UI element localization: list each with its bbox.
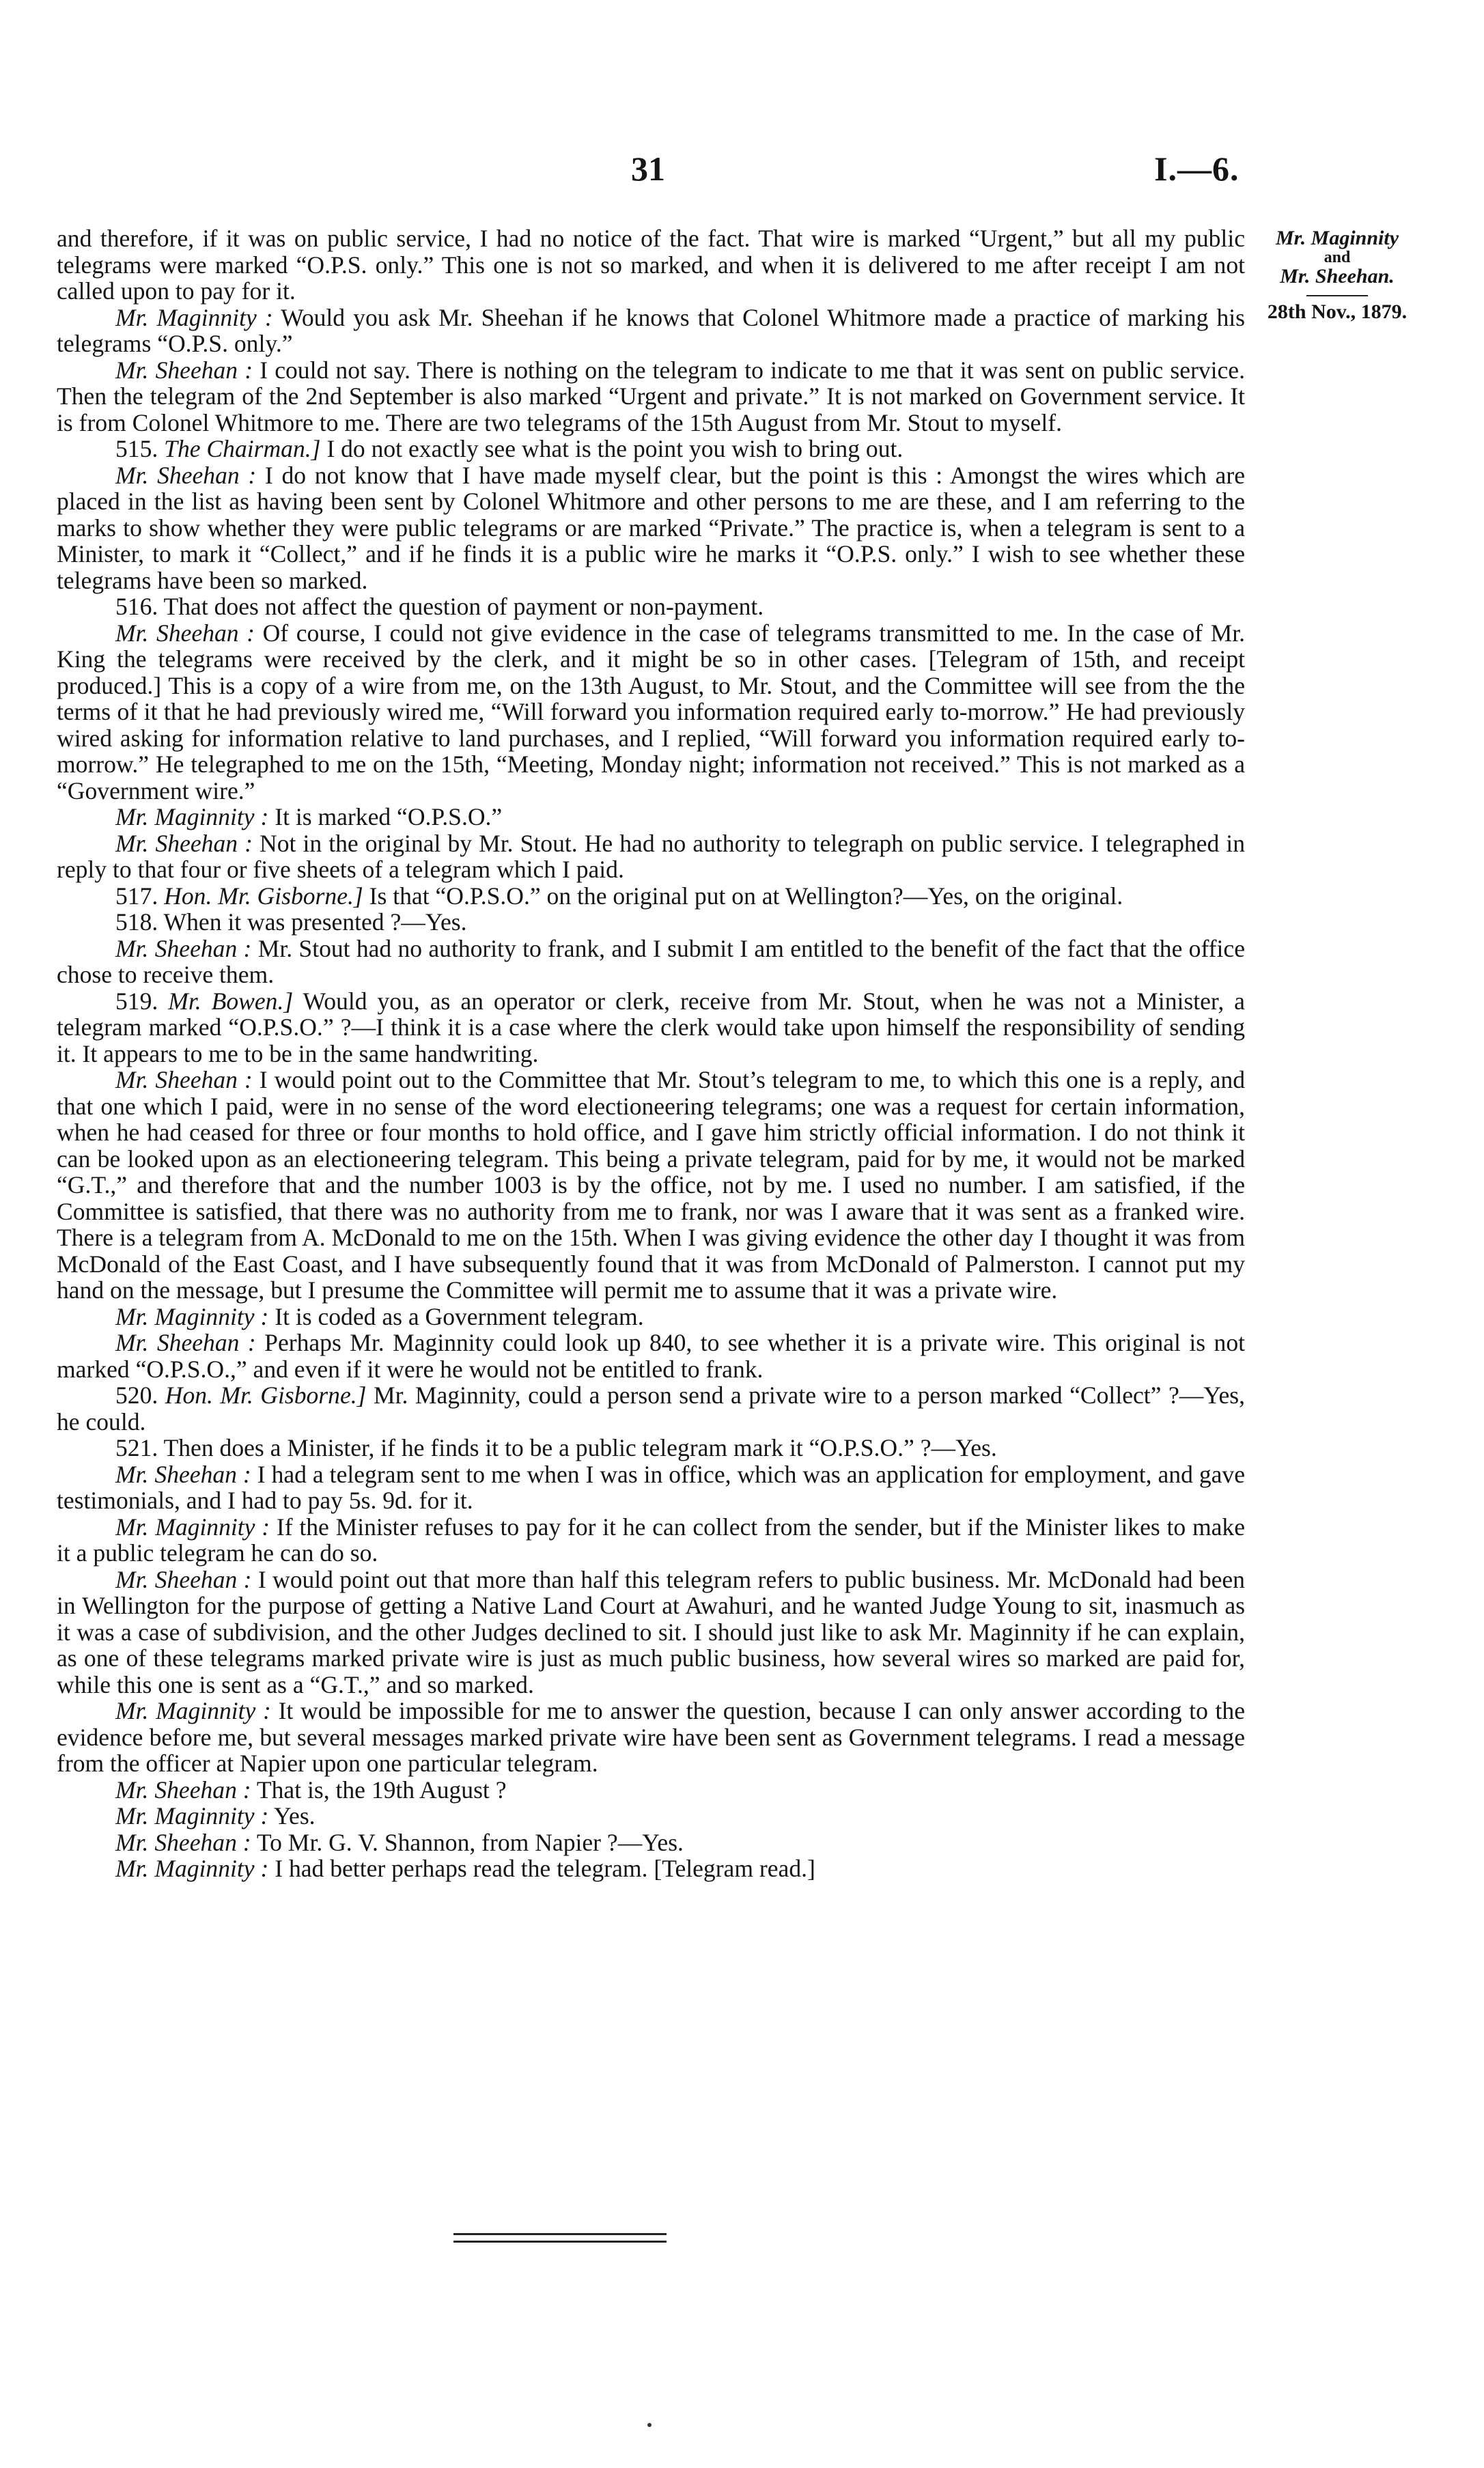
evidence-paragraph xyxy=(57,1777,1245,1804)
speaker-name: Mr. Sheehan : xyxy=(115,356,253,384)
speaker-name: Mr. Sheehan : xyxy=(115,461,257,489)
evidence-paragraph xyxy=(57,1461,1245,1514)
speaker-name: Mr. Sheehan : xyxy=(115,1776,251,1804)
evidence-paragraph xyxy=(57,909,1245,936)
evidence-paragraph xyxy=(57,936,1245,988)
margin-name-2: Mr. Sheehan. xyxy=(1280,265,1395,288)
paragraph-text: I could not say. There is nothing on the telegram to indicate to me that it was sent on public service. Then the telegram of the 2nd September is also marked “Urgent and private.” It is not marked on Government service. It is from Colonel Whitmore to me. There are two telegrams of the 15th August from Mr. Stout to myself. xyxy=(57,356,1245,436)
paragraph-text: It is coded as a Government telegram. xyxy=(275,1302,644,1330)
speaker-name: Mr. Maginnity : xyxy=(115,1855,269,1882)
evidence-paragraph xyxy=(57,883,1245,910)
evidence-paragraph xyxy=(57,1330,1245,1382)
footer-rule xyxy=(453,2241,667,2243)
speaker-name: Hon. Mr. Gisborne.] xyxy=(165,1382,367,1409)
paragraph-text: Mr. Stout had no authority to frank, and I submit I am entitled to the benefit of the fact that the office chose to receive them. xyxy=(57,934,1245,988)
evidence-paragraph xyxy=(57,357,1245,436)
paragraph-text: That does not affect the question of payment or non-payment. xyxy=(163,593,764,620)
paragraph-text: I had better perhaps read the telegram. [Telegram read.] xyxy=(275,1855,815,1882)
evidence-paragraph xyxy=(57,1567,1245,1698)
speaker-name: Mr. Sheehan : xyxy=(115,934,252,962)
paragraph-text: It would be impossible for me to answer the question, because I can only answer according to the evidence before me, but several messages marked private wire have been sent as Government telegrams. I read a message from the officer at Napier upon one particular telegram. xyxy=(57,1697,1245,1777)
paragraph-text: and therefore, if it was on public service, I had no notice of the fact. That wire is marked “Urgent,” but all my public telegrams were marked “O.P.S. only.” This one is not so marked, and when it is delivered to me after receipt I am not called upon to pay for it. xyxy=(57,225,1245,305)
speaker-name: Mr. Maginnity : xyxy=(115,303,273,331)
evidence-paragraph xyxy=(57,1382,1245,1435)
paragraph-text: That is, the 19th August ? xyxy=(256,1776,507,1804)
speaker-name: Mr. Sheehan : xyxy=(115,619,255,647)
speaker-name: The Chairman.] xyxy=(164,435,321,462)
paragraph-text: Not in the original by Mr. Stout. He had no authority to telegraph on public service. I telegraphed in reply to that four or five sheets of a telegram which I paid. xyxy=(57,829,1245,883)
paragraph-text: Would you ask Mr. Sheehan if he knows that Colonel Whitmore made a practice of marking his telegrams “O.P.S. only.” xyxy=(57,303,1245,357)
paragraph-text: When it was presented ?—Yes. xyxy=(163,908,467,936)
evidence-paragraph xyxy=(57,1514,1245,1567)
question-number: 519. xyxy=(115,987,158,1015)
evidence-paragraph xyxy=(57,436,1245,462)
paragraph-text: Perhaps Mr. Maginnity could look up 840, to see whether it is a private wire. This original is not marked “O.P.S.O.,” and even if it were he would not be entitled to frank. xyxy=(57,1329,1245,1383)
footer-dot xyxy=(647,2423,652,2427)
speaker-name: Mr. Maginnity : xyxy=(115,803,269,830)
paragraph-text: I had a telegram sent to me when I was in office, which was an application for employment, and gave testimonials, and I had to pay 5s. 9d. for it. xyxy=(57,1460,1245,1514)
speaker-name: Mr. Maginnity : xyxy=(115,1302,269,1330)
speaker-name: Hon. Mr. Gisborne.] xyxy=(164,882,363,910)
page-number: 31 xyxy=(631,150,665,188)
question-number: 517. xyxy=(115,882,158,910)
speaker-name: Mr. Sheehan : xyxy=(115,829,253,857)
speaker-name: Mr. Maginnity : xyxy=(115,1513,270,1541)
paragraph-text: I do not know that I have made myself clear, but the point is this : Amongst the wires which are placed in the list as having been sent by Colonel Whitmore and other persons to me are these, and I am referring to the marks to show whether they were public telegrams or are marked “Private.” The practice is, when a telegram is sent to a Minister, to mark it “Collect,” and if he finds it is a public wire he marks it “O.P.S. only.” I wish to see whether these telegrams have been so marked. xyxy=(57,461,1245,594)
paragraph-text: I would point out that more than half this telegram refers to public business. Mr. McDonald had been in Wellington for the purpose of getting a Native Land Court at Awahuri, and he wanted Judge Young to sit, inasmuch as it was a case of subdivision, and the other Judges declined to sit. I should just like to ask Mr. Maginnity if he can explain, as one of these telegrams marked private wire is just as much public business, how several wires so marked are paid for, while this one is sent as a “G.T.,” and so marked. xyxy=(57,1565,1245,1698)
evidence-paragraph xyxy=(57,988,1245,1067)
footer-rule xyxy=(453,2233,667,2235)
paragraph-text: If the Minister refuses to pay for it he can collect from the sender, but if the Minister likes to make it a public telegram he can do so. xyxy=(57,1513,1245,1567)
evidence-paragraph xyxy=(57,804,1245,830)
margin-note xyxy=(1259,227,1416,324)
evidence-paragraph xyxy=(57,305,1245,357)
evidence-paragraph xyxy=(57,1304,1245,1330)
evidence-paragraph xyxy=(57,830,1245,883)
evidence-paragraph xyxy=(57,620,1245,804)
paragraph-text: To Mr. G. V. Shannon, from Napier ?—Yes. xyxy=(256,1828,684,1856)
margin-date: 28th Nov., 1879. xyxy=(1267,300,1408,323)
speaker-name: Mr. Maginnity : xyxy=(115,1802,269,1829)
paragraph-text: I would point out to the Committee that Mr. Stout’s telegram to me, to which this one is a reply, and that one which I paid, were in no sense of the word electioneering telegrams; one was a request for certain information, when he had ceased for three or four months to hold office, and I gave him strictly official information. I do not think it can be looked upon as an electioneering telegram. This being a private telegram, paid for by me, it would not be marked “G.T.,” and therefore that and the number 1003 is by the office, not by me. I used no number. I am satisfied, if the Committee is satisfied, that there was no authority from me to frank, nor was I aware that it was sent as a franked wire. There is a telegram from A. McDonald to me on the 15th. When I was giving evidence the other day I thought it was from McDonald of the East Coast, and I have subsequently found that it was from McDonald of Palmerston. I cannot put my hand on the message, but I presume the Committee will permit me to assume that it was a private wire. xyxy=(57,1066,1245,1304)
speaker-name: Mr. Sheehan : xyxy=(115,1828,251,1856)
evidence-paragraph xyxy=(57,1829,1245,1856)
paragraph-text: Then does a Minister, if he finds it to be a public telegram mark it “O.P.S.O.” ?—Yes. xyxy=(163,1434,997,1461)
evidence-paragraph xyxy=(57,1803,1245,1829)
speaker-name: Mr. Sheehan : xyxy=(115,1565,252,1593)
paragraph-text: Of course, I could not give evidence in the case of telegrams transmitted to me. In the case of Mr. King the telegrams were received by the clerk, and it might be so in other cases. [Telegram of 15th, and receipt produced.] This is a copy of a wire from me, on the 13th August, to Mr. Stout, and the Committee will see from the the terms of it that he had previously wired me, “Will forward you information required early to-morrow.” He had previously wired asking for information relative to land purchases, and I replied, “Will forward you information required early to-morrow.” He telegraphed to me on the 15th, “Meeting, Monday night; information not received.” This is not marked as a “Government wire.” xyxy=(57,619,1245,804)
paragraph-text: I do not exactly see what is the point you wish to bring out. xyxy=(326,435,904,462)
evidence-paragraph xyxy=(57,1435,1245,1461)
paragraph-text: It is marked “O.P.S.O.” xyxy=(275,803,503,830)
speaker-name: Mr. Sheehan : xyxy=(115,1329,256,1356)
evidence-paragraph xyxy=(57,1067,1245,1304)
evidence-text xyxy=(57,225,1245,1882)
margin-rule xyxy=(1306,295,1368,296)
question-number: 521. xyxy=(115,1434,158,1461)
evidence-paragraph xyxy=(57,225,1245,305)
speaker-name: Mr. Sheehan : xyxy=(115,1066,253,1093)
evidence-paragraph xyxy=(57,1855,1245,1882)
evidence-paragraph xyxy=(57,462,1245,594)
paragraph-text: Yes. xyxy=(273,1802,316,1829)
speaker-name: Mr. Bowen.] xyxy=(168,987,294,1015)
paragraph-text: Is that “O.P.S.O.” on the original put on at Wellington?—Yes, on the original. xyxy=(369,882,1123,910)
paragraph-text: Mr. Maginnity, could a person send a private wire to a person marked “Collect” ?—Yes, he could. xyxy=(57,1382,1245,1435)
document-code: I.—6. xyxy=(1154,150,1240,188)
question-number: 518. xyxy=(115,908,158,936)
margin-name-1: Mr. Maginnity xyxy=(1275,227,1399,249)
question-number: 516. xyxy=(115,593,158,620)
evidence-paragraph xyxy=(57,1698,1245,1777)
question-number: 515. xyxy=(115,435,158,462)
paragraph-text: Would you, as an operator or clerk, receive from Mr. Stout, when he was not a Minister, a telegram marked “O.P.S.O.” ?—I think it is a case where the clerk would take upon himself the responsibility of sending it. It appears to me to be in the same handwriting. xyxy=(57,987,1245,1067)
speaker-name: Mr. Sheehan : xyxy=(115,1460,251,1488)
evidence-paragraph xyxy=(57,593,1245,620)
speaker-name: Mr. Maginnity : xyxy=(115,1697,271,1724)
margin-conjunction: and xyxy=(1324,249,1351,266)
question-number: 520. xyxy=(115,1382,158,1409)
